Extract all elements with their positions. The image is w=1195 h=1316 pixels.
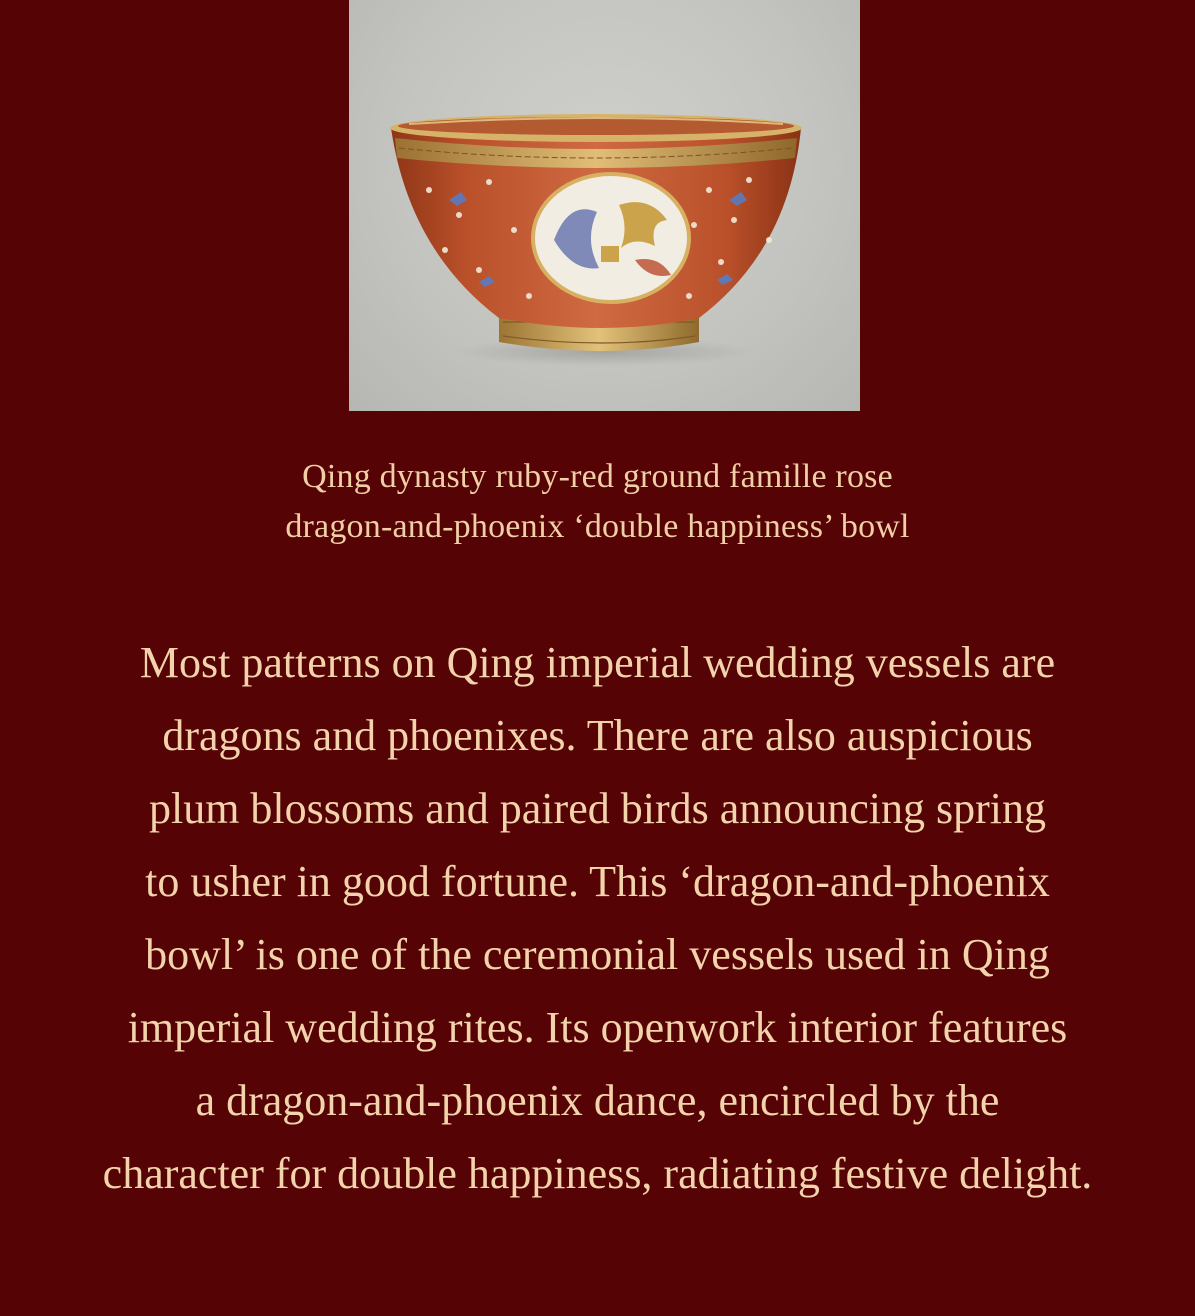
description-line: dragons and phoenixes. There are also auspicious <box>162 711 1033 760</box>
description-line: to usher in good fortune. This ‘dragon-and-phoenix <box>145 857 1050 906</box>
description-line: character for double happiness, radiating festive delight. <box>102 1149 1093 1198</box>
caption-line: Qing dynasty ruby-red ground famille rose <box>302 458 893 495</box>
description-line: bowl’ is one of the ceremonial vessels used in Qing <box>145 930 1050 979</box>
description-line: Most patterns on Qing imperial wedding vessels are <box>139 638 1056 687</box>
description-line: imperial wedding rites. Its openwork interior features <box>127 1003 1068 1052</box>
caption-line: dragon-and-phoenix ‘double happiness’ bowl <box>285 508 910 545</box>
description-paragraph <box>80 626 1115 1210</box>
artwork-photo <box>349 0 860 411</box>
artwork-caption <box>0 452 1195 552</box>
description-line: a dragon-and-phoenix dance, encircled by the <box>195 1076 1000 1125</box>
bowl-illustration <box>349 0 860 411</box>
description-line: plum blossoms and paired birds announcing spring <box>148 784 1046 833</box>
